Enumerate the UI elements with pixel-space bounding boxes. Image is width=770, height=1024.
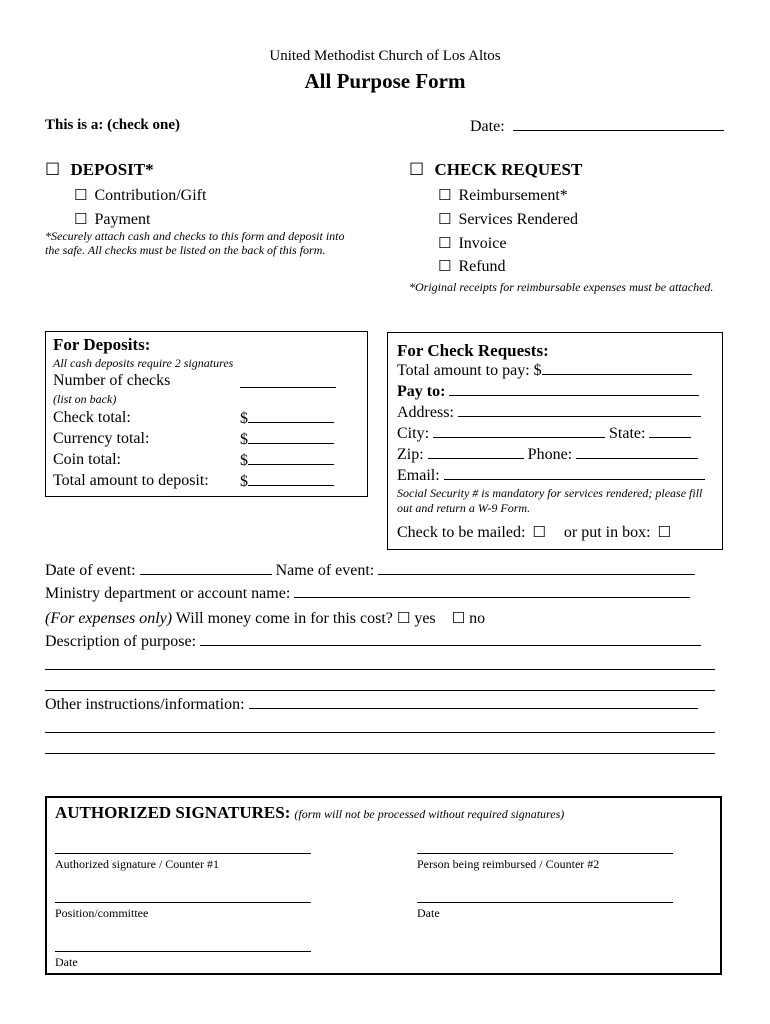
ministry-line[interactable]	[294, 584, 690, 598]
box-label: or put in box:	[563, 524, 651, 541]
reimbursement-option[interactable]	[438, 187, 568, 205]
pay-to-line[interactable]	[449, 382, 699, 396]
position-label: Position/committee	[55, 906, 149, 920]
number-of-checks-label: Number of checks	[53, 372, 171, 389]
phone-label: Phone:	[527, 446, 573, 463]
coin-total-label: Coin total:	[53, 451, 121, 468]
mailed-checkbox-icon[interactable]: ☐	[532, 523, 546, 541]
date-right-line[interactable]	[417, 902, 673, 903]
number-of-checks-line[interactable]	[240, 387, 336, 388]
city-line[interactable]	[433, 424, 605, 438]
event-name-line[interactable]	[378, 561, 695, 575]
position-line[interactable]	[55, 902, 311, 903]
list-on-back-note: (list on back)	[53, 392, 117, 406]
services-rendered-option[interactable]	[438, 211, 578, 229]
signatures-heading-row	[55, 803, 564, 823]
deposits-panel-subtitle: All cash deposits require 2 signatures	[53, 356, 234, 370]
money-question: Will money come in for this cost?	[175, 610, 393, 627]
option-label: Contribution/Gift	[94, 187, 207, 204]
city-state-field[interactable]	[397, 424, 691, 443]
reimbursed-counter2-label: Person being reimbursed / Counter #2	[417, 857, 600, 871]
event-name-label: Name of event:	[275, 562, 375, 579]
no-checkbox-icon[interactable]: ☐	[451, 609, 466, 627]
other-info-row	[45, 695, 698, 714]
dollar-sign: $	[240, 452, 248, 469]
check-request-note: *Original receipts for reimbursable expenses must be attached.	[409, 280, 714, 294]
total-to-deposit-line[interactable]	[248, 472, 334, 486]
other-info-line[interactable]	[249, 695, 698, 709]
deposit-heading: DEPOSIT*	[70, 160, 154, 179]
total-to-pay-field[interactable]	[397, 361, 692, 380]
pay-to-label: Pay to:	[397, 383, 446, 400]
ssn-note: Social Security # is mandatory for services rendered; please fill out and return a W-9 Form.	[397, 486, 703, 515]
total-to-deposit-field[interactable]	[240, 472, 334, 491]
mailed-label: Check to be mailed:	[397, 524, 526, 541]
event-date-line[interactable]	[140, 561, 272, 575]
currency-total-field[interactable]	[240, 430, 334, 449]
date-line[interactable]	[513, 117, 724, 131]
checkbox-icon[interactable]: ☐	[74, 186, 88, 204]
total-to-deposit-label: Total amount to deposit:	[53, 472, 209, 489]
refund-option[interactable]	[438, 258, 506, 276]
description-extra-line-1[interactable]	[45, 669, 715, 670]
money-in-row	[45, 610, 485, 628]
check-total-line[interactable]	[248, 409, 334, 423]
expenses-only-note: (For expenses only)	[45, 610, 173, 627]
option-label: Payment	[94, 211, 151, 228]
zip-phone-field[interactable]	[397, 445, 698, 464]
dollar-sign: $	[240, 473, 248, 490]
reimbursed-counter2-line[interactable]	[417, 853, 673, 854]
other-info-extra-line-1[interactable]	[45, 732, 715, 733]
org-name: United Methodist Church of Los Altos	[269, 48, 501, 64]
state-label: State:	[609, 425, 646, 442]
email-field[interactable]	[397, 466, 705, 485]
description-label: Description of purpose:	[45, 633, 197, 650]
auth-counter1-line[interactable]	[55, 853, 311, 854]
signatures-heading: AUTHORIZED SIGNATURES:	[55, 803, 291, 822]
payment-option[interactable]	[74, 211, 150, 229]
address-field[interactable]	[397, 403, 701, 422]
check-request-heading: CHECK REQUEST	[434, 160, 583, 179]
checkbox-icon[interactable]: ☐	[45, 160, 61, 180]
address-line[interactable]	[458, 403, 701, 417]
check-requests-panel-title: For Check Requests:	[397, 341, 549, 360]
deposit-option[interactable]	[45, 160, 154, 180]
email-label: Email:	[397, 467, 440, 484]
contribution-gift-option[interactable]	[74, 187, 206, 205]
date-field[interactable]	[470, 117, 724, 136]
checkbox-icon[interactable]: ☐	[438, 257, 452, 275]
other-info-extra-line-2[interactable]	[45, 753, 715, 754]
signatures-note: (form will not be processed without required signatures)	[294, 807, 565, 821]
ministry-label: Ministry department or account name:	[45, 585, 291, 602]
other-info-label: Other instructions/information:	[45, 696, 245, 713]
total-to-pay-line[interactable]	[542, 361, 692, 375]
option-label: Reimbursement*	[458, 187, 568, 204]
date-label: Date:	[470, 118, 505, 135]
date-right-label: Date	[417, 906, 440, 920]
mail-or-box-row	[397, 524, 671, 542]
ministry-row	[45, 584, 690, 603]
check-request-option[interactable]	[409, 160, 582, 180]
dollar-sign: $	[240, 410, 248, 427]
date-left-line[interactable]	[55, 951, 311, 952]
state-line[interactable]	[649, 424, 691, 438]
city-label: City:	[397, 425, 430, 442]
option-label: Invoice	[458, 235, 507, 252]
total-to-pay-label: Total amount to pay: $	[397, 362, 542, 379]
yes-checkbox-icon[interactable]: ☐	[396, 609, 411, 627]
coin-total-line[interactable]	[248, 451, 334, 465]
checkbox-icon[interactable]: ☐	[74, 210, 88, 228]
invoice-option[interactable]	[438, 235, 506, 253]
checkbox-icon[interactable]: ☐	[438, 210, 452, 228]
option-label: Refund	[458, 258, 506, 275]
dollar-sign: $	[240, 431, 248, 448]
no-label: no	[469, 610, 486, 627]
check-total-field[interactable]	[240, 409, 334, 428]
description-line[interactable]	[200, 632, 701, 646]
page-title: All Purpose Form	[304, 69, 466, 93]
event-date-name-row	[45, 561, 695, 580]
pay-to-field[interactable]	[397, 382, 699, 401]
zip-label: Zip:	[397, 446, 424, 463]
zip-line[interactable]	[428, 445, 524, 459]
address-label: Address:	[397, 404, 454, 421]
coin-total-field[interactable]	[240, 451, 334, 470]
phone-line[interactable]	[576, 445, 698, 459]
deposits-panel-title: For Deposits:	[53, 335, 151, 354]
deposit-note: *Securely attach cash and checks to this form and deposit into the safe. All checks must be listed on the back of this form.	[45, 229, 345, 257]
checkbox-icon[interactable]: ☐	[438, 186, 452, 204]
form-type-label: This is a: (check one)	[45, 117, 180, 133]
check-total-label: Check total:	[53, 409, 131, 426]
email-line[interactable]	[444, 466, 705, 480]
date-left-label: Date	[55, 955, 78, 969]
option-label: Services Rendered	[458, 211, 578, 228]
description-row	[45, 632, 701, 651]
checkbox-icon[interactable]: ☐	[438, 234, 452, 252]
currency-total-line[interactable]	[248, 430, 334, 444]
checkbox-icon[interactable]: ☐	[409, 160, 425, 180]
auth-counter1-label: Authorized signature / Counter #1	[55, 857, 219, 871]
event-date-label: Date of event:	[45, 562, 136, 579]
currency-total-label: Currency total:	[53, 430, 150, 447]
yes-label: yes	[414, 610, 436, 627]
description-extra-line-2[interactable]	[45, 690, 715, 691]
box-checkbox-icon[interactable]: ☐	[657, 523, 671, 541]
